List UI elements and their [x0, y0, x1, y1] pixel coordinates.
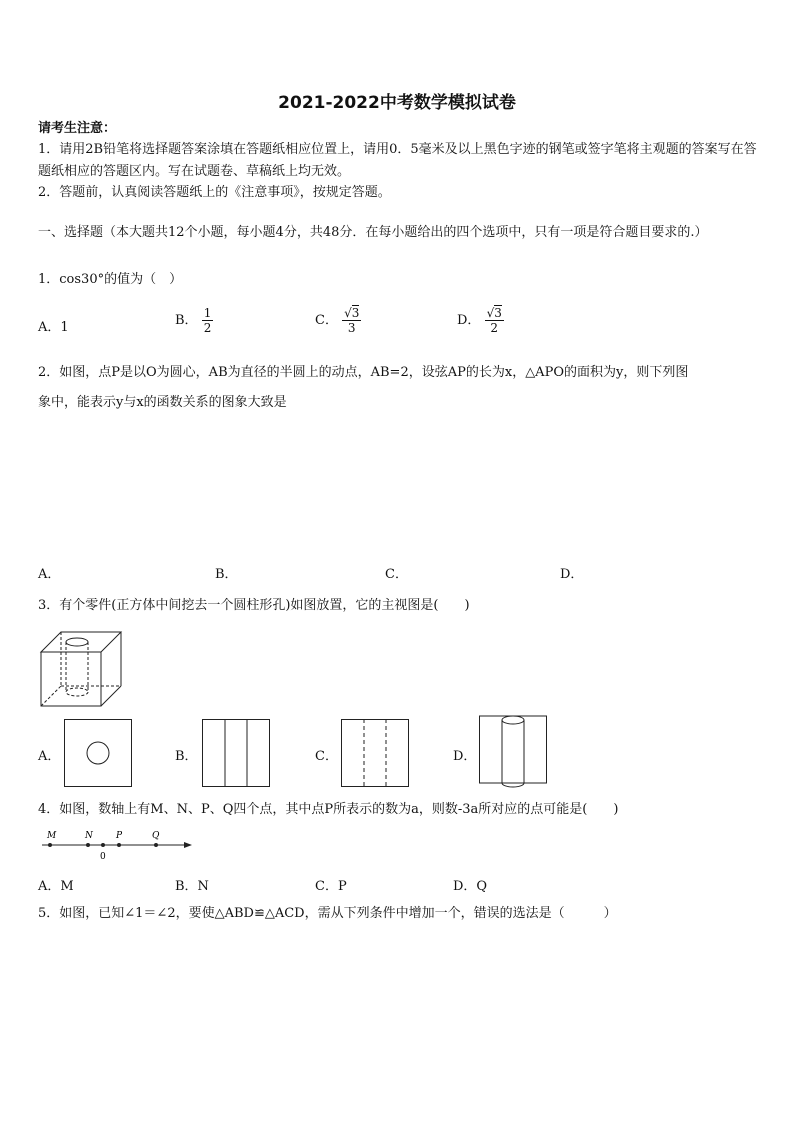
q4-point-p	[117, 843, 121, 847]
q1-d-radicand: 3	[494, 306, 502, 320]
q4-option-d[interactable]: D．Q	[453, 879, 488, 894]
q1-option-b-label: B．	[175, 313, 198, 328]
q3-option-c-figure[interactable]	[341, 719, 409, 787]
q4-point-zero	[101, 843, 105, 847]
q2-option-d[interactable]: D．	[560, 567, 584, 582]
q3-option-c[interactable]: C．	[315, 749, 338, 764]
section-heading: 一、选择题（本大题共12个小题，每小题4分，共48分．在每小题给出的四个选项中，只有一项是符合题目要求的.）	[38, 225, 708, 240]
q3-stem: 3．有个零件(正方体中间挖去一个圆柱形孔)如图放置，它的主视图是( )	[38, 598, 470, 613]
q3-cube-figure	[40, 630, 122, 708]
q1-option-d[interactable]	[457, 306, 504, 335]
q3-option-b-figure[interactable]	[202, 719, 270, 787]
q1-d-denominator: 2	[490, 321, 499, 335]
q1-stem: 1．cos30°的值为（ ）	[38, 272, 183, 287]
q3-option-b[interactable]: B．	[175, 749, 198, 764]
q2-option-c[interactable]: C．	[385, 567, 408, 582]
q4-number-line	[40, 828, 195, 864]
q1-c-denominator: 3	[347, 321, 356, 335]
q1-option-d-fraction	[485, 306, 504, 335]
q4-point-n	[86, 843, 90, 847]
q4-option-c[interactable]: C．P	[315, 879, 347, 894]
q1-b-numerator: 1	[203, 306, 212, 320]
q2-option-a[interactable]: A．	[38, 567, 61, 582]
q5-stem: 5．如图，已知∠1＝∠2，要使△ABD≌△ACD，需从下列条件中增加一个，错误的选法是（ ）	[38, 906, 617, 921]
q1-b-denominator: 2	[203, 321, 212, 335]
notice-heading: 请考生注意：	[38, 121, 117, 136]
q1-option-c-label: C．	[315, 313, 338, 328]
q4-label-n: N	[85, 831, 93, 841]
q1-option-d-label: D．	[457, 313, 481, 328]
q2-stem-line-1: 2．如图，点P是以O为圆心，AB为直径的半圆上的动点，AB=2，设弦AP的长为x，△APO的面积为y，则下列图	[38, 365, 689, 380]
q3-option-d-figure[interactable]	[479, 715, 547, 787]
q4-stem: 4．如图，数轴上有M、N、P、Q四个点，其中点P所表示的数为a，则数-3a所对应的点可能是( )	[38, 802, 619, 817]
q1-option-a[interactable]: A．1	[38, 320, 69, 335]
q4-point-q	[154, 843, 158, 847]
notice-item-1: 1．请用2B铅笔将选择题答案涂填在答题纸相应位置上，请用0．5毫米及以上黑色字迹的钢笔或签字笔将主观题的答案写在答题纸相应的答题区内。写在试题卷、草稿纸上均无效。	[38, 142, 757, 179]
notice-item-2: 2．答题前，认真阅读答题纸上的《注意事项》，按规定答题。	[38, 185, 391, 200]
q1-option-c[interactable]	[315, 306, 361, 335]
q4-label-p: P	[116, 831, 123, 841]
q1-c-numerator: √3	[344, 306, 360, 320]
q3-option-a[interactable]: A．	[38, 749, 61, 764]
q4-option-a[interactable]: A．M	[38, 879, 74, 894]
q1-option-c-fraction	[342, 306, 361, 335]
q1-option-b-fraction	[202, 306, 214, 335]
q4-point-m	[48, 843, 52, 847]
page-title: 2021-2022中考数学模拟试卷	[278, 93, 516, 113]
q4-label-m: M	[47, 831, 57, 841]
q1-d-numerator: √3	[486, 306, 502, 320]
q1-c-radicand: 3	[351, 306, 360, 320]
q3-option-a-figure[interactable]	[64, 719, 132, 787]
q2-stem-line-2: 象中，能表示y与x的函数关系的图象大致是	[38, 395, 287, 410]
q2-option-b[interactable]: B．	[215, 567, 238, 582]
q4-label-zero: 0	[100, 852, 106, 862]
q1-option-b[interactable]	[175, 306, 213, 335]
q3-option-d[interactable]: D．	[453, 749, 477, 764]
q4-label-q: Q	[152, 831, 160, 841]
q4-option-b[interactable]: B．N	[175, 879, 209, 894]
